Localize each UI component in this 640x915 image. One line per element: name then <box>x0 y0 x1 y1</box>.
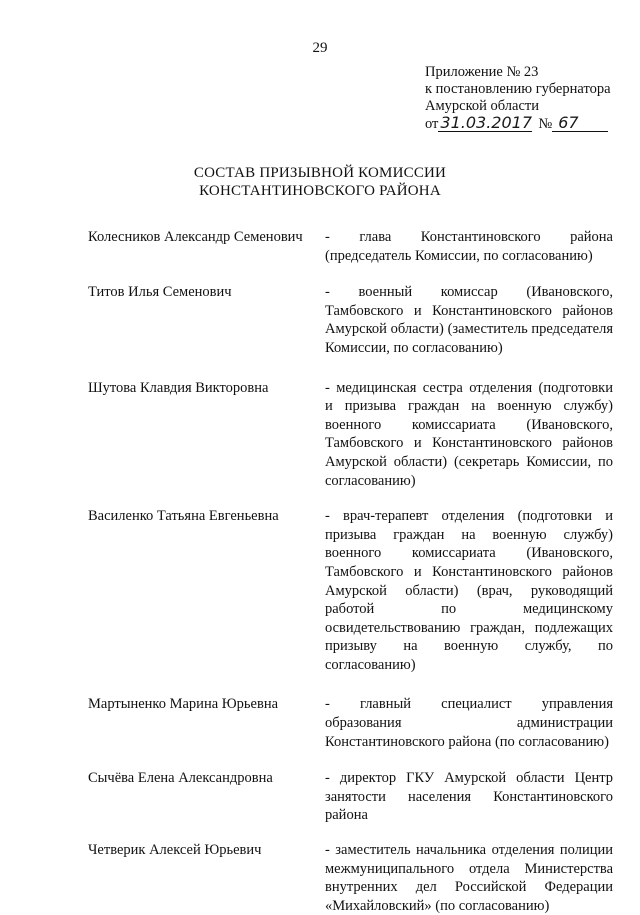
member-row <box>88 695 613 751</box>
member-row <box>88 283 613 357</box>
member-name: Сычёва Елена Александровна <box>88 770 273 787</box>
member-row <box>88 228 613 265</box>
document-title <box>0 164 640 200</box>
commission-members-list <box>88 228 613 915</box>
date-prefix: от <box>425 116 439 132</box>
member-name: Колесников Александр Семенович <box>88 229 303 245</box>
appendix-region: Амурской области <box>425 98 539 114</box>
member-row <box>88 379 613 491</box>
member-role: - глава Константиновского района (председатель Комиссии, по согласованию) <box>325 229 613 264</box>
handwritten-number: 67 <box>552 115 608 132</box>
title-line-2: КОНСТАНТИНОВСКОГО РАЙОНА <box>199 183 441 199</box>
member-row <box>88 507 613 674</box>
number-label: № <box>538 116 553 132</box>
member-name: Шутова Клавдия Викторовна <box>88 379 269 396</box>
member-role: - медицинская сестра отделения (подготовки и призыва граждан на военную службу) военного комиссариата (Ивановского, Тамбовского и Константиновского районов Амурской области) (секретарь Комиссии, по согласованию) <box>325 379 613 489</box>
member-row <box>88 841 613 915</box>
member-name: Титов Илья Семенович <box>88 284 232 301</box>
appendix-decree-reference: к постановлению губернатора <box>425 81 611 97</box>
appendix-title: Приложение № 23 <box>425 64 539 80</box>
appendix-date-row <box>425 115 611 135</box>
page-number: 29 <box>312 40 328 56</box>
member-role: - главный специалист управления образования администрации Константиновского района (по согласованию) <box>325 696 613 750</box>
member-name: Мартыненко Марина Юрьевна <box>88 696 279 713</box>
appendix-header <box>425 64 611 135</box>
member-role: - врач-терапевт отделения (подготовки и призыва граждан на военную службу) военного комиссариата (Ивановского, Тамбовского и Константиновского районов Амурской области) (врач, руководящий работой по медицинскому освидетельствованию граждан, подлежащих призыву на военную службу, по согласованию) <box>325 508 613 673</box>
member-row <box>88 769 613 825</box>
member-role: - директор ГКУ Амурской области Центр занятости населения Константиновского района <box>325 770 613 824</box>
member-role: - военный комиссар (Ивановского, Тамбовского и Константиновского районов Амурской области) (заместитель председателя Комиссии, по согласованию) <box>325 284 613 356</box>
title-line-1: СОСТАВ ПРИЗЫВНОЙ КОМИССИИ <box>193 165 447 181</box>
member-name: Четверик Алексей Юрьевич <box>88 842 262 859</box>
member-name: Василенко Татьяна Евгеньевна <box>88 508 279 525</box>
handwritten-date: 31.03.2017 <box>440 113 533 132</box>
member-role: - заместитель начальника отделения полиции межмуниципального отдела Министерства внутренних дел Российской Федерации «Михайловский» (по согласованию) <box>325 842 613 914</box>
